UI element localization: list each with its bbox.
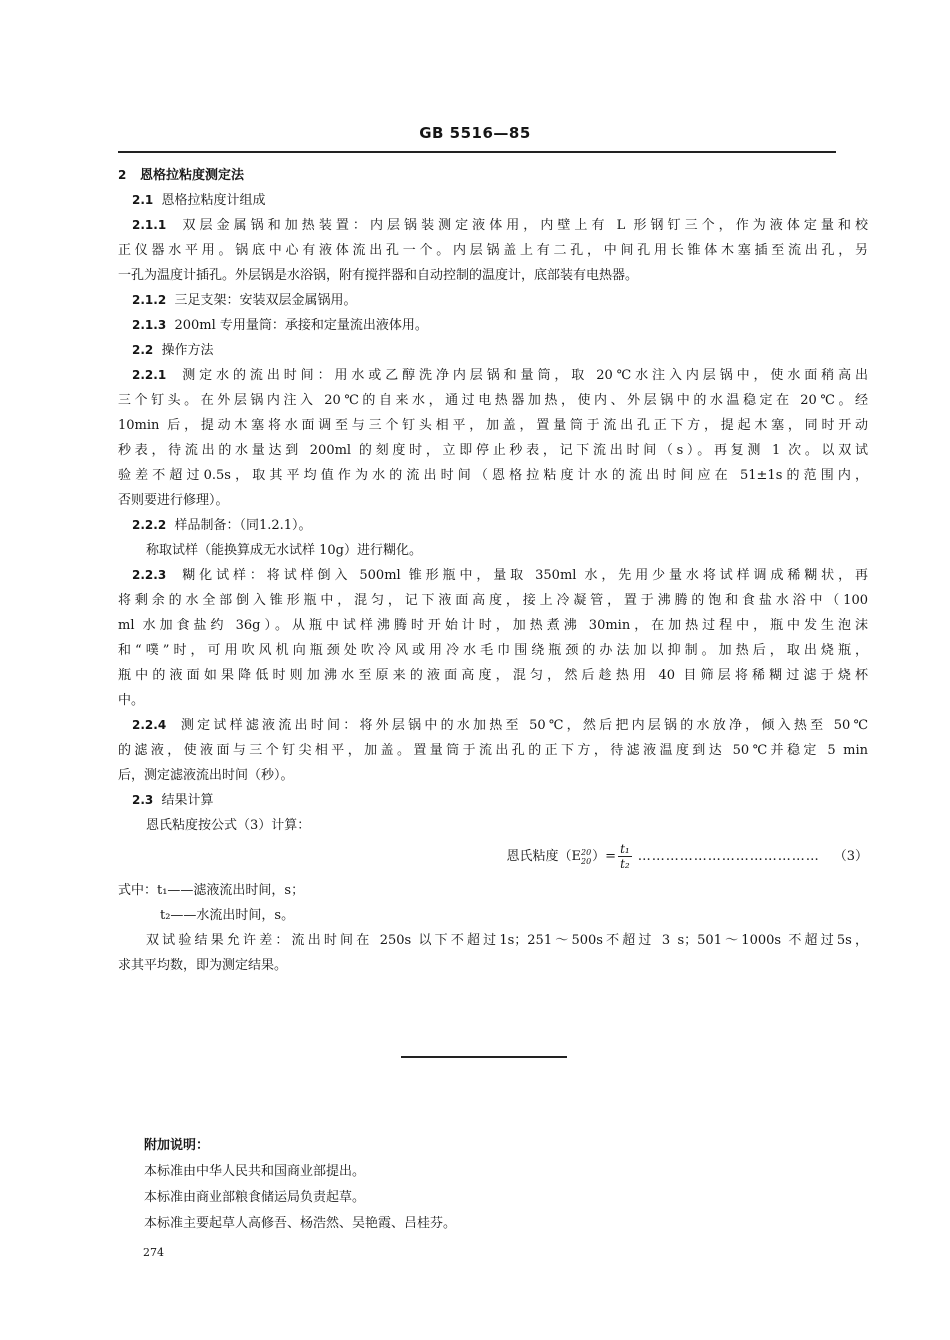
formula-numerator: t₁ bbox=[620, 842, 630, 856]
text-line bbox=[118, 538, 868, 563]
clause-text: 三个钉头。在外层锅内注入 20℃的自来水，通过电热器加热，使内、外层锅中的水温稳定在 20℃。经 bbox=[118, 393, 868, 408]
text-line bbox=[118, 313, 868, 338]
appendix-line: 本标准由中华人民共和国商业部提出。 bbox=[144, 1164, 366, 1179]
clause-text: ml 水加食盐约 36g）。从瓶中试样沸腾时开始计时，加热煮沸 30min，在加热过程中，瓶中发生泡沫 bbox=[118, 618, 868, 633]
text-line bbox=[118, 813, 868, 838]
clause-text: 后，测定滤液流出时间（秒）。 bbox=[118, 768, 294, 783]
text-line: 求其平均数，即为测定结果。 bbox=[118, 958, 288, 973]
clause-number: 2.2 bbox=[132, 343, 154, 357]
text-line bbox=[118, 263, 868, 288]
text-line bbox=[118, 238, 868, 263]
text-line bbox=[118, 388, 868, 413]
formula bbox=[506, 842, 868, 871]
clause-text: 正仪器水平用。锅底中心有液体流出孔一个。内层锅盖上有二孔，中间孔用长锥体木塞插至流出孔，另 bbox=[118, 243, 868, 258]
text-line bbox=[118, 713, 868, 738]
clause-text: 秒表，待流出的水量达到 200ml 的刻度时，立即停止秒表，记下流出时间（s）。再复测 1 次。以双试 bbox=[118, 443, 868, 458]
clause-number: 2.2.2 bbox=[132, 518, 167, 532]
section-body bbox=[118, 163, 868, 978]
clause-text: 和“噗”时，可用吹风机向瓶颈处吹冷风或用冷水毛巾围绕瓶颈的办法加以抑制。加热后，取出烧瓶， bbox=[118, 643, 868, 658]
formula-leader-dots: ………………………………… bbox=[637, 849, 820, 864]
clause-number: 2.2.3 bbox=[132, 568, 167, 582]
clause-text: 测定水的流出时间：用水或乙醇洗净内层锅和量筒，取 20℃水注入内层锅中，使水面稍高出 bbox=[182, 368, 868, 383]
clause-number: 2.2.4 bbox=[132, 718, 167, 732]
clause-text: 双层金属锅和加热装置：内层锅装测定液体用，内壁上有 L 形钢钉三个，作为液体定量和校 bbox=[182, 218, 868, 233]
clause-text: 恩氏粘度按公式（3）计算： bbox=[146, 818, 311, 833]
section-after-formula bbox=[118, 878, 868, 978]
section-title: 恩格拉粘度测定法 bbox=[139, 168, 244, 183]
text-line bbox=[118, 513, 868, 538]
formula-row bbox=[118, 838, 868, 878]
formula-lhs-sub: 20 bbox=[580, 856, 592, 866]
standard-code-header: GB 5516—85 bbox=[419, 124, 531, 142]
formula-fraction bbox=[618, 842, 632, 871]
clause-text: 一孔为温度计插孔。外层锅是水浴锅，附有搅拌器和自动控制的温度计，底部装有电热器。 bbox=[118, 268, 639, 283]
clause-text: 中。 bbox=[118, 693, 145, 708]
clause-number: 2.1.3 bbox=[132, 318, 167, 332]
text-line bbox=[118, 638, 868, 663]
text-line bbox=[118, 563, 868, 588]
clause-number: 2.1.2 bbox=[132, 293, 167, 307]
text-line bbox=[118, 788, 868, 813]
text-line bbox=[118, 413, 868, 438]
section-number: 2 bbox=[118, 168, 127, 182]
clause-text: 称取试样（能换算成无水试样 10g）进行糊化。 bbox=[146, 543, 422, 558]
section-paragraphs bbox=[118, 188, 868, 838]
text-line: 式中：t₁——滤液流出时间，s； bbox=[118, 883, 305, 898]
text-line bbox=[118, 763, 868, 788]
text-line bbox=[118, 738, 868, 763]
text-line bbox=[118, 288, 868, 313]
text-line bbox=[118, 463, 868, 488]
clause-text: 测定试样滤液流出时间：将外层锅中的水加热至 50℃，然后把内层锅的水放净，倾入热至 50℃ bbox=[180, 718, 868, 733]
clause-text: 10min 后，提动木塞将水面调至与三个钉头相平，加盖，置量筒于流出孔正下方，提起木塞，同时开动 bbox=[118, 418, 868, 433]
clause-number: 2.3 bbox=[132, 793, 154, 807]
text-line bbox=[118, 663, 868, 688]
text-line bbox=[118, 688, 868, 713]
formula-denominator: t₂ bbox=[620, 857, 630, 871]
clause-text: 200ml 专用量筒：承接和定量流出液体用。 bbox=[174, 318, 428, 333]
text-line bbox=[118, 588, 868, 613]
clause-text: 验差不超过0.5s，取其平均值作为水的流出时间（恩格拉粘度计水的流出时间应在 51±1s的范围内， bbox=[118, 468, 868, 483]
clause-number: 2.1.1 bbox=[132, 218, 167, 232]
clause-text: 样品制备：（同1.2.1）。 bbox=[174, 518, 312, 533]
appendix-title: 附加说明： bbox=[144, 1138, 210, 1153]
formula-lhs-sup: 20 bbox=[580, 847, 592, 857]
header-rule bbox=[118, 151, 836, 153]
page-number: 274 bbox=[143, 1246, 164, 1259]
clause-text: 将剩余的水全部倒入锥形瓶中，混匀，记下液面高度，接上冷凝管，置于沸腾的饱和食盐水浴中（100 bbox=[118, 593, 868, 608]
text-line bbox=[118, 363, 868, 388]
appendix-notes bbox=[144, 1133, 744, 1237]
formula-lhs-close: ）= bbox=[592, 849, 617, 864]
appendix-line: 本标准由商业部粮食储运局负责起草。 bbox=[144, 1190, 366, 1205]
text-line bbox=[118, 613, 868, 638]
appendix-line: 本标准主要起草人高修吾、杨浩然、吴艳霞、吕桂芬。 bbox=[144, 1216, 457, 1231]
clause-number: 2.2.1 bbox=[132, 368, 167, 382]
section-heading bbox=[118, 163, 868, 188]
text-line bbox=[118, 188, 868, 213]
clause-text: 结果计算 bbox=[161, 793, 214, 808]
text-line bbox=[118, 438, 868, 463]
text-line bbox=[118, 338, 868, 363]
clause-text: 否则要进行修理）。 bbox=[118, 493, 229, 508]
clause-text: 操作方法 bbox=[161, 343, 214, 358]
clause-text: 的滤液，使液面与三个钉尖相平，加盖。置量筒于流出孔的正下方，待滤液温度到达 50℃并稳定 5 min bbox=[118, 743, 868, 758]
text-line: 双试验结果允许差：流出时间在 250s 以下不超过1s；251～500s不超过 3 s；501～1000s 不超过5s， bbox=[146, 933, 868, 948]
clause-text: 糊化试样：将试样倒入 500ml 锥形瓶中，量取 350ml 水，先用少量水将试样调成稀糊状，再 bbox=[182, 568, 868, 583]
formula-equation-number: （3） bbox=[833, 849, 868, 864]
clause-text: 恩格拉粘度计组成 bbox=[161, 193, 266, 208]
end-separator-rule bbox=[401, 1056, 567, 1058]
text-line: t₂——水流出时间，s。 bbox=[160, 908, 295, 923]
clause-number: 2.1 bbox=[132, 193, 154, 207]
formula-lhs: 恩氏粘度（E bbox=[506, 849, 581, 864]
text-line bbox=[118, 213, 868, 238]
text-line bbox=[118, 488, 868, 513]
clause-text: 三足支架：安装双层金属锅用。 bbox=[174, 293, 357, 308]
clause-text: 瓶中的液面如果降低时则加沸水至原来的液面高度，混匀，然后趁热用 40 目筛层将稀糊过滤于烧杯 bbox=[118, 668, 868, 683]
appendix-lines bbox=[144, 1159, 744, 1237]
